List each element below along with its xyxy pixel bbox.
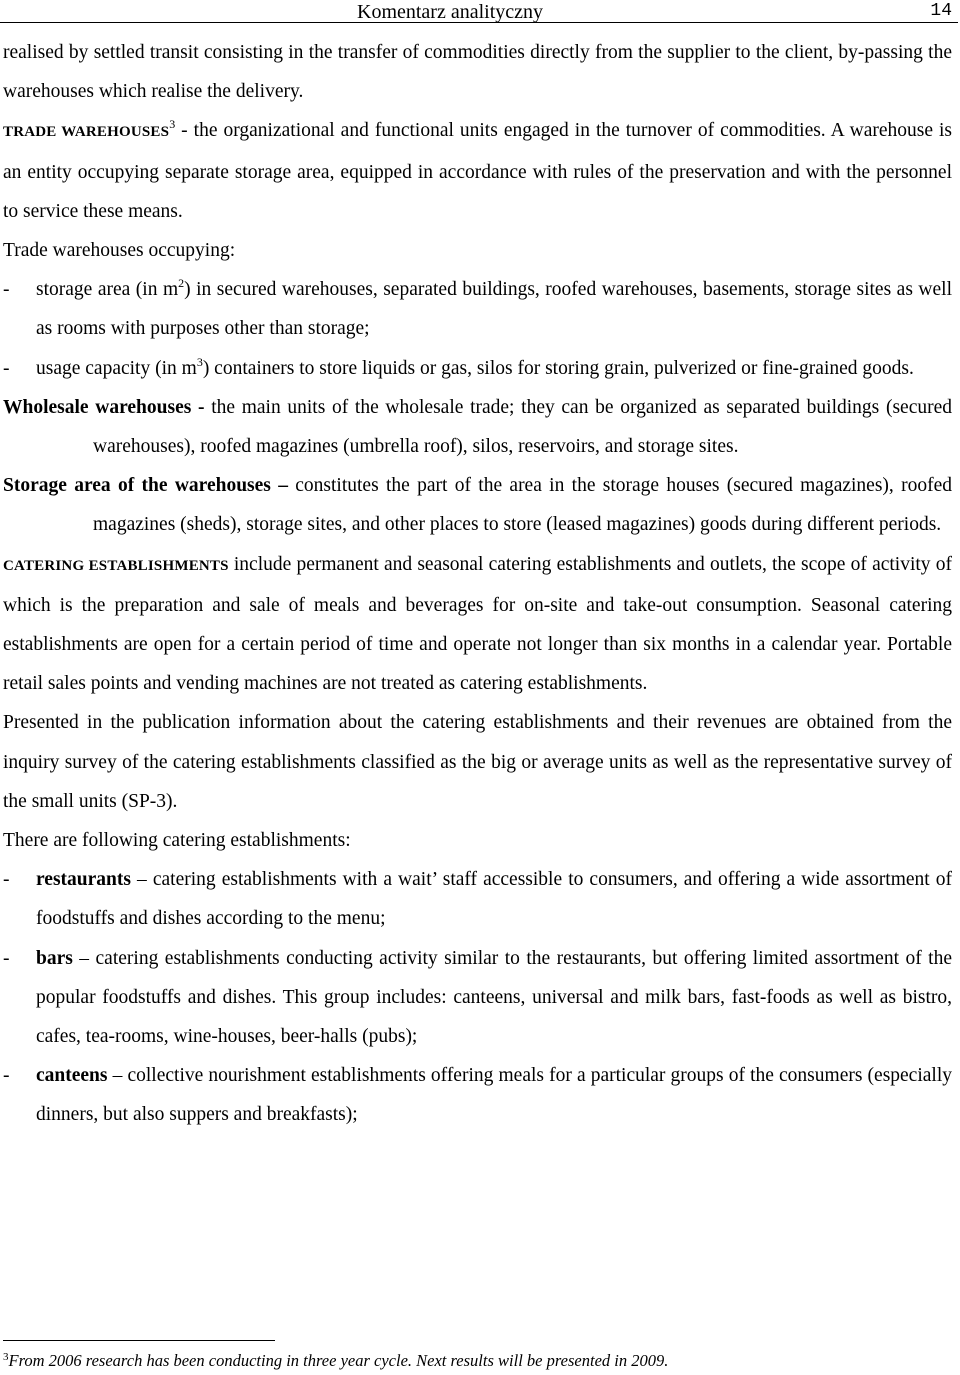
storage-area-text: constitutes the part of the area in the storage houses (secured magazines), roofed magazines (sheds), storage sites, and other places to store (leased magazines) goods during different periods. xyxy=(93,475,952,536)
following-intro: There are following catering establishments: xyxy=(3,830,351,852)
catering-text: include permanent and seasonal catering establishments and outlets, the scope of activity of which is the preparation and sale of meals and beverages for on-site and take-out consumption. Seasonal catering establishments are open for a certain period of time and operate not longer than six months in a calendar year. Portable retail sales points and vending machines are not treated as catering establishments. xyxy=(3,553,952,695)
page-number: 14 xyxy=(930,1,952,21)
body-text xyxy=(3,33,952,1135)
list-item xyxy=(3,939,952,1057)
list-dash: - xyxy=(3,279,10,301)
footnote xyxy=(3,1351,668,1371)
term-restaurants: restaurants xyxy=(36,869,131,891)
header-title: Komentarz analityczny xyxy=(357,1,544,23)
list-item xyxy=(3,349,952,388)
list-dash: - xyxy=(3,869,10,891)
list-dash: - xyxy=(3,1065,10,1087)
list-dash: - xyxy=(3,357,10,379)
list-item-text: – collective nourishment establishments offering meals for a particular groups of the consumers (especially dinners, but also suppers and breakfasts); xyxy=(36,1065,952,1126)
footnote-text: From 2006 research has been conducting in three year cycle. Next results will be presented in 2009. xyxy=(8,1351,669,1370)
occupying-intro: Trade warehouses occupying: xyxy=(3,240,236,262)
list-item xyxy=(3,1056,952,1134)
footnote-number: 3 xyxy=(3,1351,9,1363)
footnote-ref: 3 xyxy=(169,117,176,132)
list-item xyxy=(3,270,952,348)
term-bars: bars xyxy=(36,947,73,969)
definition-wholesale-warehouses xyxy=(3,388,952,466)
footnote-separator xyxy=(3,1340,275,1341)
term-storage-area: Storage area of the warehouses – xyxy=(3,475,288,497)
list-dash: - xyxy=(3,947,10,969)
paragraph-catering xyxy=(3,545,952,704)
superscript: 2 xyxy=(178,276,185,291)
running-header xyxy=(0,0,958,23)
paragraph-settled-transit: realised by settled transit consisting in the transfer of commodities directly from the supplier to the client, by-passing the warehouses which realise the delivery. xyxy=(3,42,952,103)
superscript: 3 xyxy=(196,354,203,369)
list-item-text: ) containers to store liquids or gas, silos for storing grain, pulverized or fine-grained goods. xyxy=(202,357,914,379)
term-trade-warehouses: TRADE WAREHOUSES xyxy=(3,124,170,141)
list-item-text: usage capacity (in m xyxy=(36,357,197,379)
wholesale-text: the main units of the wholesale trade; they can be organized as separated buildings (secured warehouses), roofed magazines (umbrella roof), silos, reservoirs, and storage sites. xyxy=(93,396,952,458)
list-item-text: – catering establishments conducting activity similar to the restaurants, but offering limited assortment of the popular foodstuffs and dishes. This group includes: canteens, universal and milk bars, fast-foods as well as bistro, cafes, tea-rooms, wine-houses, beer-halls (pubs); xyxy=(36,947,952,1048)
list-item-text: ) in secured warehouses, separated buildings, roofed warehouses, basements, storage sites as well as rooms with purposes other than storage; xyxy=(36,279,952,340)
list-item xyxy=(3,860,952,938)
paragraph-presented: Presented in the publication information about the catering establishments and their revenues are obtained from the inquiry survey of the catering establishments classified as the big or average units as well as the representative survey of the small units (SP-3). xyxy=(3,712,952,812)
definition-storage-area xyxy=(3,466,952,544)
list-item-text: – catering establishments with a wait’ staff accessible to consumers, and offering a wide assortment of foodstuffs and dishes according to the menu; xyxy=(36,869,952,930)
trade-warehouses-text: - the organizational and functional units engaged in the turnover of commodities. A warehouse is an entity occupying separate storage area, equipped in accordance with rules of the preservation and with the personnel to service these means. xyxy=(3,120,952,222)
list-item-text: storage area (in m xyxy=(36,279,179,301)
term-canteens: canteens xyxy=(36,1065,108,1087)
paragraph-trade-warehouses xyxy=(3,111,952,231)
term-catering-establishments: CATERING ESTABLISHMENTS xyxy=(3,557,229,574)
term-wholesale-warehouses: Wholesale warehouses - xyxy=(3,396,205,418)
